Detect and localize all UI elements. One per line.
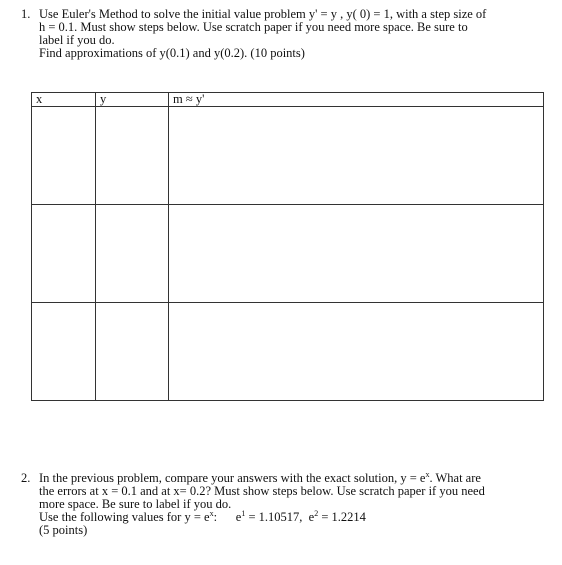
cell-x[interactable] (32, 205, 96, 303)
exponent-x: x (209, 509, 214, 518)
cell-slope[interactable] (169, 303, 544, 401)
e2-value: = 1.2214 (318, 510, 366, 524)
table-header-row (32, 93, 544, 107)
e2-exponent: 2 (314, 509, 319, 518)
table-row (32, 107, 544, 205)
header-slope: m ≈ y' (169, 93, 544, 107)
cell-slope[interactable] (169, 205, 544, 303)
e1-exponent: 1 (241, 509, 246, 518)
problem-1-text (39, 8, 549, 60)
e1-value: = 1.10517, (245, 510, 303, 524)
problem-2-line-3: more space. Be sure to label if you do. (39, 497, 232, 511)
problem-2-line-4 (39, 511, 549, 524)
cell-slope[interactable] (169, 107, 544, 205)
table-row (32, 205, 544, 303)
cell-x[interactable] (32, 303, 96, 401)
e1-base: e (235, 510, 242, 524)
e2-base: e (308, 510, 315, 524)
header-y: y (96, 93, 169, 107)
table-row (32, 303, 544, 401)
problem-2-number: 2. (21, 471, 31, 485)
euler-work-table (31, 92, 544, 401)
colon: : (213, 510, 218, 524)
cell-x[interactable] (32, 107, 96, 205)
problem-1-line-1: Use Euler's Method to solve the initial value problem y' = y , y( 0) = 1, with a step size of (39, 7, 487, 21)
problem-1-line-4: Find approximations of y(0.1) and y(0.2). (10 points) (39, 46, 305, 60)
problem-2-text (39, 472, 549, 537)
cell-y[interactable] (96, 205, 169, 303)
problem-2-line-1-text: In the previous problem, compare your answers with the exact solution, y = e (39, 471, 426, 485)
problem-2-line-2: the errors at x = 0.1 and at x= 0.2? Must show steps below. Use scratch paper if you need (39, 484, 485, 498)
problem-2-line-1-end: . What are (429, 471, 481, 485)
exponent-x: x (425, 470, 430, 479)
problem-1-number: 1. (21, 7, 31, 21)
problem-1-line-2: h = 0.1. Must show steps below. Use scratch paper if you need more space. Be sure to (39, 20, 468, 34)
header-x: x (32, 93, 96, 107)
problem-2-line-4-text: Use the following values for y = e (39, 510, 210, 524)
problem-2-points: (5 points) (39, 523, 88, 537)
problem-1-line-3: label if you do. (39, 33, 115, 47)
cell-y[interactable] (96, 303, 169, 401)
cell-y[interactable] (96, 107, 169, 205)
